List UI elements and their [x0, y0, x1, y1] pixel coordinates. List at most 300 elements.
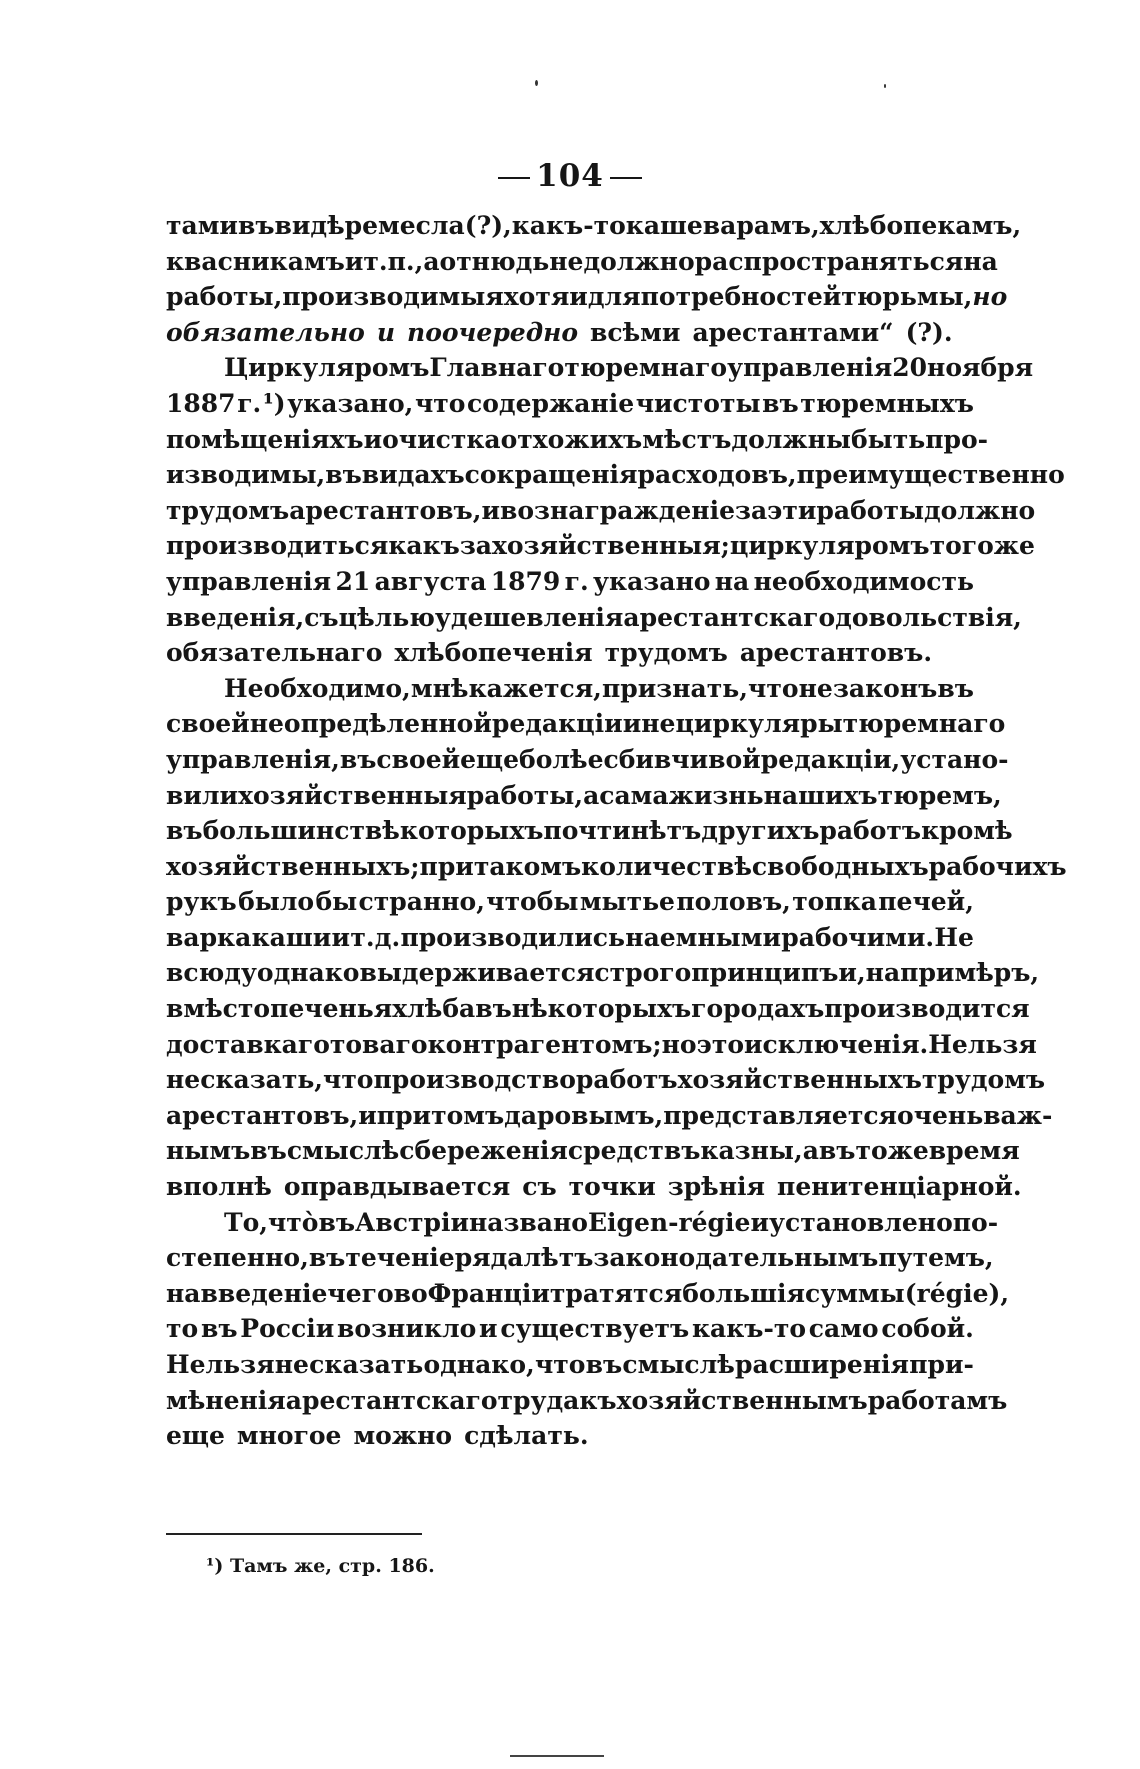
word: 21	[335, 566, 371, 596]
word: п.,	[387, 246, 424, 276]
word: на	[166, 1278, 201, 1308]
word: т.	[363, 246, 388, 276]
word: тюрьмы,	[841, 282, 973, 312]
word: хозяйственныхъ;	[166, 851, 420, 881]
word: сдѣлать.	[464, 1421, 589, 1451]
footnote-separator	[166, 1533, 422, 1535]
print-speck	[884, 84, 886, 88]
text-line	[166, 422, 989, 458]
word: мнѣ	[410, 673, 469, 703]
word: и	[363, 424, 383, 454]
word: указано,	[287, 388, 414, 418]
word: распространяться	[694, 246, 964, 276]
word: на	[963, 246, 998, 276]
word: того	[929, 531, 994, 561]
word: должны	[731, 424, 851, 454]
page-number-value: 104	[536, 158, 604, 194]
word: половъ,	[676, 887, 791, 917]
word: производство	[373, 1065, 576, 1095]
word: хлѣбопеченія	[394, 638, 593, 668]
word: каши	[251, 922, 332, 952]
word: смыслѣ	[286, 1136, 400, 1166]
word: за	[735, 495, 768, 525]
word: и	[479, 1314, 498, 1344]
word: но	[661, 1029, 697, 1059]
word: управленія	[166, 566, 332, 596]
word: мытье	[579, 887, 675, 917]
word: отнюдь	[439, 246, 550, 276]
word: вознагражденіе	[499, 495, 735, 525]
word: что̀	[267, 1207, 319, 1237]
word: смыслѣ	[622, 1350, 735, 1379]
word: д.	[374, 922, 401, 952]
word: однако,	[423, 1350, 535, 1379]
word: при	[419, 851, 474, 881]
word: хотя	[503, 282, 570, 312]
word: варка	[166, 922, 252, 952]
word: что	[748, 673, 799, 703]
page-number	[0, 158, 1140, 194]
text-line	[166, 778, 1002, 814]
word: производились	[400, 922, 625, 952]
word: должно	[583, 246, 695, 276]
word: т.	[350, 922, 375, 952]
word: для	[587, 282, 641, 312]
text-line	[166, 208, 1022, 244]
word: 20	[892, 353, 928, 383]
word: редакціи,	[760, 744, 901, 774]
word: ноября	[927, 353, 1034, 383]
word: въ	[325, 460, 362, 490]
word: сказать	[309, 1350, 424, 1379]
word: бы	[315, 887, 358, 917]
word: даровымъ,	[504, 1100, 664, 1130]
word: сказать,	[200, 1065, 324, 1095]
word: цѣлью	[338, 602, 435, 632]
word: обязательнаго	[166, 638, 383, 668]
word: вполнѣ	[166, 1172, 272, 1202]
word: отхожихъ	[500, 424, 643, 454]
text-line	[166, 742, 1009, 778]
word: большія	[682, 1278, 805, 1308]
word: къ	[579, 1385, 617, 1415]
word: готоваго	[297, 1029, 428, 1059]
word: хозяйственнымъ	[616, 1385, 868, 1415]
word: напримѣръ,	[865, 958, 1040, 988]
text-line	[166, 528, 1035, 564]
word: тюремнаго	[564, 353, 728, 383]
text-line	[166, 635, 974, 671]
word: большинствѣ	[202, 816, 400, 846]
text-line	[166, 1133, 1020, 1169]
word: арестантовъ.	[739, 638, 933, 668]
text-line	[166, 671, 974, 707]
text-line	[166, 1383, 1008, 1419]
word: редакціи	[491, 709, 623, 739]
word: какъ-то	[691, 1314, 807, 1344]
word: производимыя	[282, 282, 504, 312]
body-text	[166, 208, 1067, 1454]
word: жизнь	[668, 780, 764, 810]
word: въ	[166, 816, 203, 846]
word: работы	[816, 495, 925, 525]
word: работы,	[166, 282, 283, 312]
word: съ	[304, 602, 339, 632]
word: за	[459, 531, 492, 561]
word: сокращенія	[464, 460, 638, 490]
text-line	[166, 920, 974, 956]
word: производится	[824, 994, 1030, 1024]
text-line	[166, 350, 1034, 386]
word: необходимость	[753, 566, 974, 596]
word: помѣщеніяхъ	[166, 424, 364, 454]
word: арестантовъ,	[289, 495, 482, 525]
word: сбереженія	[399, 1136, 568, 1166]
word: производиться	[166, 531, 389, 561]
word: своей	[376, 744, 461, 774]
word: арестантовъ,	[166, 1100, 359, 1130]
word: то	[855, 1136, 888, 1166]
word: что	[414, 388, 466, 418]
text-line	[166, 1311, 974, 1347]
word: и	[331, 922, 351, 952]
word: можно	[353, 1421, 453, 1451]
word: другихъ	[701, 816, 820, 846]
print-speck	[535, 80, 538, 86]
word: притомъ	[376, 1100, 505, 1130]
word: въ	[585, 1350, 623, 1379]
word: установлено	[768, 1207, 953, 1237]
word: и	[481, 495, 500, 525]
word: введеніе	[200, 1278, 328, 1308]
word: точки	[568, 1172, 656, 1202]
word: Нельзя	[166, 1350, 275, 1379]
word: нашихъ	[763, 780, 878, 810]
word: въ	[200, 1314, 238, 1344]
text-line	[166, 991, 1030, 1027]
word: преимущественно	[796, 460, 1065, 490]
text-line	[166, 564, 974, 600]
word: неопредѣленной	[249, 709, 492, 739]
word: мѣненія	[166, 1385, 286, 1415]
word: (?).	[905, 317, 953, 347]
word: не	[166, 1065, 201, 1095]
word: хозяйственныя	[238, 780, 467, 810]
word: ремесла	[344, 211, 465, 240]
word: (?),	[464, 211, 512, 240]
text-line	[166, 1098, 1053, 1134]
word: своей	[166, 709, 250, 739]
word: эти	[767, 495, 817, 525]
word: кажется,	[468, 673, 602, 703]
word: въ	[318, 1207, 356, 1237]
word: въ	[237, 211, 275, 240]
word: и	[358, 1100, 377, 1130]
word: однако	[256, 958, 360, 988]
word: печенья	[270, 994, 393, 1024]
word: нымъ	[166, 1136, 251, 1166]
text-line	[166, 1276, 1010, 1312]
word: не	[798, 673, 833, 703]
word: исключенія.	[744, 1029, 929, 1059]
word: арестантскаго	[623, 602, 836, 632]
word: что	[323, 1065, 374, 1095]
word: не	[274, 1350, 309, 1379]
word: должно	[924, 495, 1036, 525]
word: само	[808, 1314, 879, 1344]
text-line	[166, 849, 1067, 885]
word: и	[344, 246, 364, 276]
word: Не	[934, 922, 974, 952]
word: работы,	[466, 780, 584, 810]
word: путемъ,	[878, 1243, 994, 1273]
text-line	[166, 1240, 994, 1276]
word: Главнаго	[429, 353, 565, 383]
word: еще	[460, 744, 520, 774]
word: контрагентомъ;	[427, 1029, 662, 1059]
word: рукъ	[166, 887, 237, 917]
text-line	[166, 1418, 974, 1454]
word: работъ	[819, 816, 922, 846]
text-line	[166, 457, 1065, 493]
word: но	[972, 282, 1008, 312]
word: теченіе	[345, 1243, 455, 1273]
word: странно,	[358, 887, 485, 917]
word: нѣкоторыхъ	[511, 994, 692, 1024]
word: кромѣ	[921, 816, 1013, 846]
text-line	[166, 386, 974, 422]
word: циркуляромъ	[729, 531, 930, 561]
word: г.	[564, 566, 589, 596]
word: Eigen-régie	[587, 1207, 751, 1237]
word: трудомъ	[921, 1065, 1046, 1095]
word: при-	[909, 1350, 974, 1379]
word: средствъ	[567, 1136, 701, 1166]
word: возникло	[337, 1314, 477, 1344]
word: тюремнаго	[842, 709, 1006, 739]
text-line	[166, 955, 1040, 991]
word: принципъ	[691, 958, 839, 988]
word: ряда	[454, 1243, 524, 1273]
text-line	[166, 706, 1006, 742]
word: вмѣсто	[166, 994, 271, 1024]
word: всѣми	[590, 317, 681, 347]
word: г.	[237, 388, 262, 418]
word: циркуляры	[675, 709, 843, 739]
word: которыхъ	[399, 816, 544, 846]
word: же	[993, 531, 1035, 561]
word: квасникамъ	[166, 246, 345, 276]
word: многое	[236, 1421, 342, 1451]
word: содержаніе	[467, 388, 635, 418]
word: довольствія,	[835, 602, 1022, 632]
word: удешевленія	[434, 602, 624, 632]
word: суммы	[804, 1278, 905, 1308]
word: и	[376, 317, 396, 347]
word: въ	[339, 744, 377, 774]
word: названо	[468, 1207, 588, 1237]
word: еще	[166, 1421, 225, 1451]
word: чистоты	[635, 388, 761, 418]
text-line	[166, 1027, 1037, 1063]
word: 1879	[490, 566, 561, 596]
word: какъ	[388, 531, 460, 561]
word: видахъ	[361, 460, 465, 490]
word: и,	[838, 958, 866, 988]
word: указано	[593, 566, 711, 596]
word: трудомъ	[604, 638, 728, 668]
word: работъ	[575, 1065, 678, 1095]
word: а	[802, 1136, 819, 1166]
word: сама	[599, 780, 669, 810]
word: всюду	[166, 958, 257, 988]
bottom-rule	[510, 1755, 604, 1757]
word: видѣ	[274, 211, 345, 240]
word: очистка	[382, 424, 501, 454]
word: наемными	[625, 922, 782, 952]
word: Австріи	[355, 1207, 469, 1237]
word: казны,	[700, 1136, 803, 1166]
word: время	[928, 1136, 1020, 1166]
word: хлѣбопекамъ,	[819, 211, 1022, 240]
word: на	[714, 566, 750, 596]
word: и	[622, 709, 642, 739]
word: 1887	[166, 388, 236, 418]
word: Циркуляромъ	[224, 353, 430, 383]
word: пенитенціарной.	[777, 1172, 1022, 1202]
word: это	[696, 1029, 744, 1059]
word: во	[393, 1278, 428, 1308]
word: Франціи	[427, 1278, 550, 1308]
word: управленія	[727, 353, 893, 383]
word: То,	[224, 1207, 268, 1237]
word: нѣтъ	[630, 816, 702, 846]
word: что	[534, 1350, 586, 1379]
text-line	[166, 244, 998, 280]
text-line	[166, 884, 974, 920]
word: строго	[594, 958, 692, 988]
word: признать,	[601, 673, 748, 703]
word: очень	[897, 1100, 984, 1130]
word: расходовъ,	[637, 460, 797, 490]
word: потребностей	[640, 282, 842, 312]
footnote-marker: ¹)	[206, 1555, 224, 1577]
word: городахъ	[691, 994, 825, 1024]
word: расширенія	[735, 1350, 909, 1379]
word: какъ-то	[511, 211, 626, 240]
text-line	[166, 1347, 974, 1383]
word: чтобы	[486, 887, 579, 917]
word: хлѣба	[392, 994, 476, 1024]
word: зрѣнія	[667, 1172, 766, 1202]
word: печей,	[878, 887, 974, 917]
word: не	[549, 246, 584, 276]
word: въ	[308, 1243, 346, 1273]
word: болѣе	[519, 744, 604, 774]
word: чего	[327, 1278, 394, 1308]
word: про-	[925, 424, 989, 454]
word: важ-	[983, 1100, 1053, 1130]
text-line	[166, 279, 1008, 315]
word: и	[750, 1207, 769, 1237]
word: Россіи	[240, 1314, 335, 1344]
word: Необходимо,	[224, 673, 411, 703]
word: работамъ	[867, 1385, 1008, 1415]
word: топка	[792, 887, 877, 917]
word: тюремъ,	[877, 780, 1002, 810]
word: законъ	[832, 673, 938, 703]
word: изводимы,	[166, 460, 326, 490]
word: кашеварамъ,	[625, 211, 820, 240]
word: ¹)	[262, 388, 286, 418]
word: и	[569, 282, 588, 312]
word: управленія,	[166, 744, 340, 774]
word: въ	[818, 1136, 856, 1166]
word: (régie),	[904, 1278, 1010, 1308]
word: такомъ	[473, 851, 582, 881]
word: лѣтъ	[523, 1243, 594, 1273]
word: же	[887, 1136, 929, 1166]
text-line	[166, 600, 1022, 636]
word: сбивчивой	[603, 744, 761, 774]
text-line	[166, 1205, 999, 1241]
word: тюремныхъ	[800, 388, 974, 418]
word: въ	[937, 673, 974, 703]
word: тами	[166, 211, 238, 240]
word: а	[423, 246, 440, 276]
word: рабочими.	[781, 922, 935, 952]
word: представляется	[663, 1100, 898, 1130]
word: было	[238, 887, 315, 917]
word: арестантами“	[692, 317, 894, 347]
word: количествѣ	[581, 851, 752, 881]
word: почти	[543, 816, 631, 846]
word: въ	[250, 1136, 287, 1166]
word: Нельзя	[928, 1029, 1037, 1059]
word: собой.	[881, 1314, 974, 1344]
word: въ	[475, 994, 512, 1024]
word: августа	[374, 566, 487, 596]
word: существуетъ	[500, 1314, 690, 1344]
text-line	[166, 1169, 1022, 1205]
word: хозяйственныхъ	[677, 1065, 922, 1095]
word: трудомъ	[166, 495, 290, 525]
word: труда	[497, 1385, 580, 1415]
text-line	[166, 813, 1013, 849]
word: хозяйственныя;	[492, 531, 730, 561]
word: рабочихъ	[928, 851, 1067, 881]
word: не	[641, 709, 676, 739]
word: по-	[952, 1207, 999, 1237]
page-number-right-dash	[610, 177, 642, 179]
word: законодательнымъ	[593, 1243, 879, 1273]
word: поочередно	[407, 317, 578, 347]
word: то	[166, 1314, 199, 1344]
word: оправдывается	[283, 1172, 511, 1202]
word: выдерживается	[359, 958, 595, 988]
text-line	[166, 493, 1036, 529]
word: введенія,	[166, 602, 305, 632]
word: быть	[851, 424, 926, 454]
word: доставка	[166, 1029, 298, 1059]
footnote	[206, 1555, 435, 1577]
word: устано-	[900, 744, 1009, 774]
word: въ	[762, 388, 799, 418]
word: степенно,	[166, 1243, 309, 1273]
footnote-text: Тамъ же, стр. 186.	[229, 1555, 435, 1577]
word: обязательно	[166, 317, 365, 347]
word: а	[583, 780, 600, 810]
